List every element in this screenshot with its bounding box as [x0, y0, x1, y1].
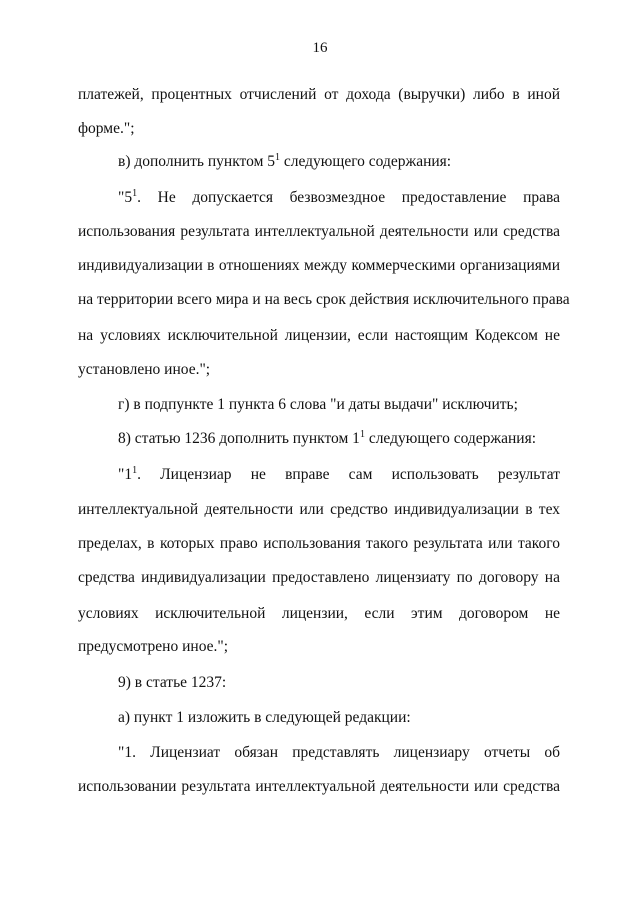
text-line: а) пункт 1 изложить в следующей редакции:	[118, 709, 411, 726]
text-line: установлено иное.";	[78, 361, 211, 378]
text-line: средства индивидуализации предоставлено лицензиату по договору на	[78, 569, 560, 586]
text-line: платежей, процентных отчислений от дохода (выручки) либо в иной	[78, 86, 560, 103]
text-segment: . Не допускается безвозмездное предоставление права	[137, 189, 560, 206]
superscript: 1	[275, 152, 280, 163]
text-line: интеллектуальной деятельности или средство индивидуализации в тех	[78, 501, 560, 518]
text-line: форме.";	[78, 120, 135, 137]
text-line	[118, 188, 560, 208]
text-line: индивидуализации в отношениях между коммерческими организациями	[78, 257, 560, 274]
text-line	[118, 429, 560, 449]
superscript: 1	[132, 188, 138, 199]
text-line: "1. Лицензиат обязан представлять лицензиару отчеты об	[118, 744, 560, 761]
text-segment: . Лицензиар не вправе сам использовать результат	[137, 466, 560, 483]
text-line: на территории всего мира и на весь срок действия исключительного права	[78, 291, 570, 308]
text-segment: в) дополнить пунктом 5	[118, 153, 275, 170]
text-segment: следующего содержания:	[280, 153, 452, 170]
text-line	[118, 152, 560, 172]
text-line: предусмотрено иное.";	[78, 638, 229, 655]
superscript: 1	[132, 465, 138, 476]
text-segment: следующего содержания:	[364, 430, 537, 447]
text-segment: 8) статью 1236 дополнить пунктом 1	[118, 430, 360, 447]
text-line: использовании результата интеллектуальной деятельности или средства	[78, 778, 560, 795]
text-line	[118, 465, 560, 485]
text-line: г) в подпункте 1 пункта 6 слова "и даты выдачи" исключить;	[118, 396, 518, 413]
text-line: 9) в статье 1237:	[118, 674, 227, 691]
text-line: использования результата интеллектуальной деятельности или средства	[78, 223, 560, 240]
text-line: пределах, в которых право использования такого результата или такого	[78, 535, 560, 552]
superscript: 1	[359, 429, 365, 440]
text-line: условиях исключительной лицензии, если этим договором не	[78, 605, 560, 622]
text-segment: "5	[118, 189, 133, 206]
page-number: 16	[312, 40, 328, 56]
text-segment: "1	[118, 466, 133, 483]
text-line: на условиях исключительной лицензии, если настоящим Кодексом не	[78, 327, 560, 344]
